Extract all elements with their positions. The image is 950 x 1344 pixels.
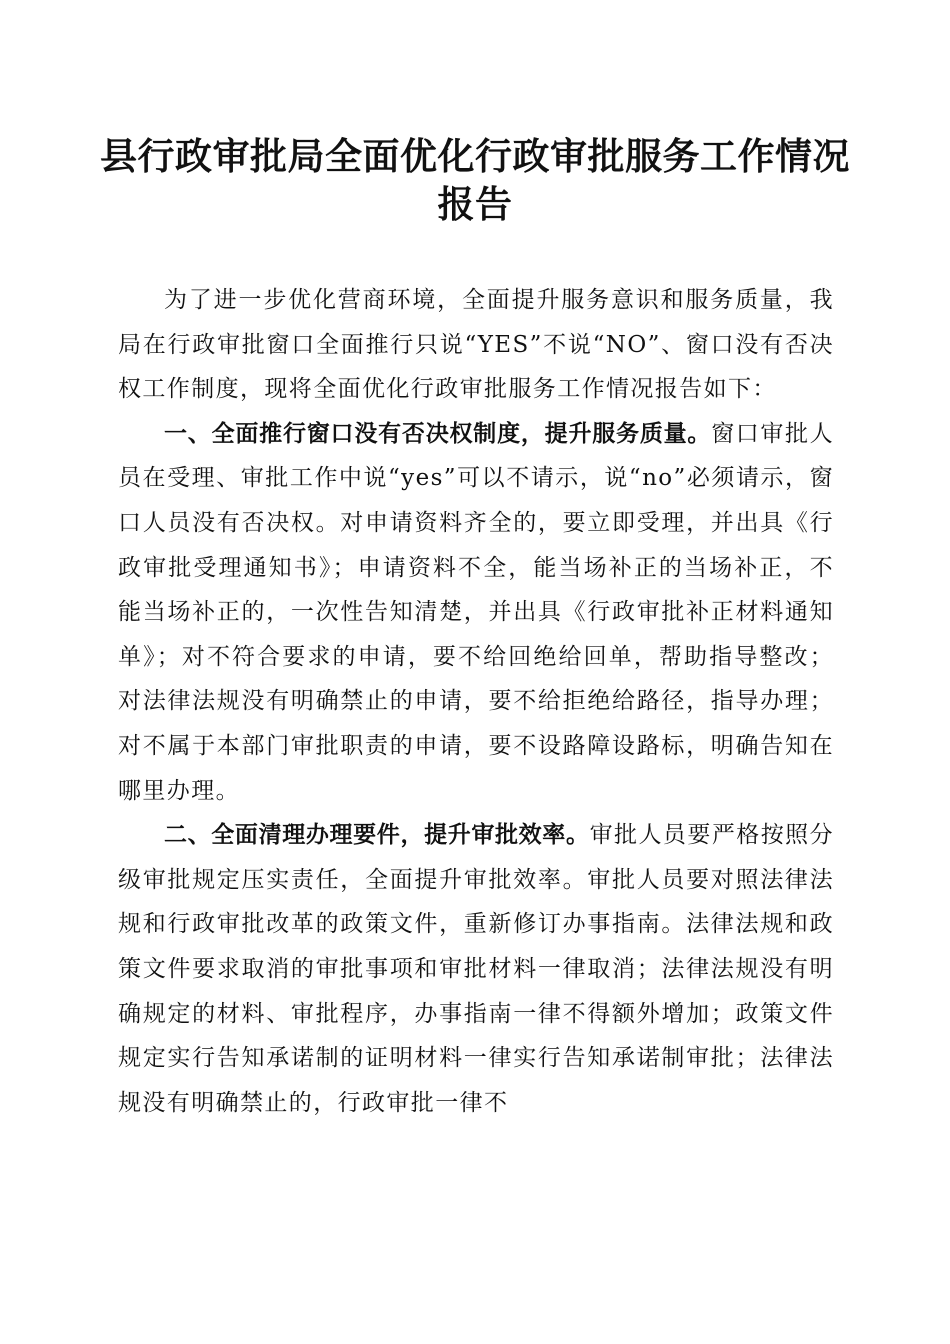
title-line-2: 报告: [437, 182, 513, 226]
paragraph-lead: 一、全面推行窗口没有否决权制度，提升服务质量。: [164, 420, 712, 447]
paragraph-section-2: [118, 813, 834, 1125]
title-line-1: 县行政审批局全面优化行政审批服务工作情况: [100, 134, 850, 178]
paragraph-text: 审批人员要严格按照分级审批规定压实责任，全面提升审批效率。审批人员要对照法律法规和行政审批改革的政策文件，重新修订办事指南。法律法规和政策文件要求取消的审批事项和审批材料一律取消；法律法规没有明确规定的材料、审批程序，办事指南一律不得额外增加；政策文件规定实行告知承诺制的证明材料一律实行告知承诺制审批；法律法规没有明确禁止的，行政审批一律不: [118, 822, 834, 1116]
paragraph-text: 窗口审批人员在受理、审批工作中说“yes”可以不请示，说“no”必须请示，窗口人员没有否决权。对申请资料齐全的，要立即受理，并出具《行政审批受理通知书》；申请资料不全，能当场补正的当场补正，不能当场补正的，一次性告知清楚，并出具《行政审批补正材料通知单》；对不符合要求的申请，要不给回绝给回单，帮助指导整改；对法律法规没有明确禁止的申请，要不给拒绝给路径，指导办理；对不属于本部门审批职责的申请，要不设路障设路标，明确告知在哪里办理。: [118, 420, 834, 804]
paragraph-lead: 二、全面清理办理要件，提升审批效率。: [164, 822, 590, 849]
document-title: [100, 132, 850, 228]
paragraph-text: 为了进一步优化营商环境，全面提升服务意识和服务质量，我局在行政审批窗口全面推行只说“YES”不说“NO”、窗口没有否决权工作制度，现将全面优化行政审批服务工作情况报告如下：: [118, 287, 834, 403]
paragraph-intro: [118, 278, 834, 412]
paragraph-section-1: [118, 412, 834, 813]
document-body: [118, 278, 834, 1125]
